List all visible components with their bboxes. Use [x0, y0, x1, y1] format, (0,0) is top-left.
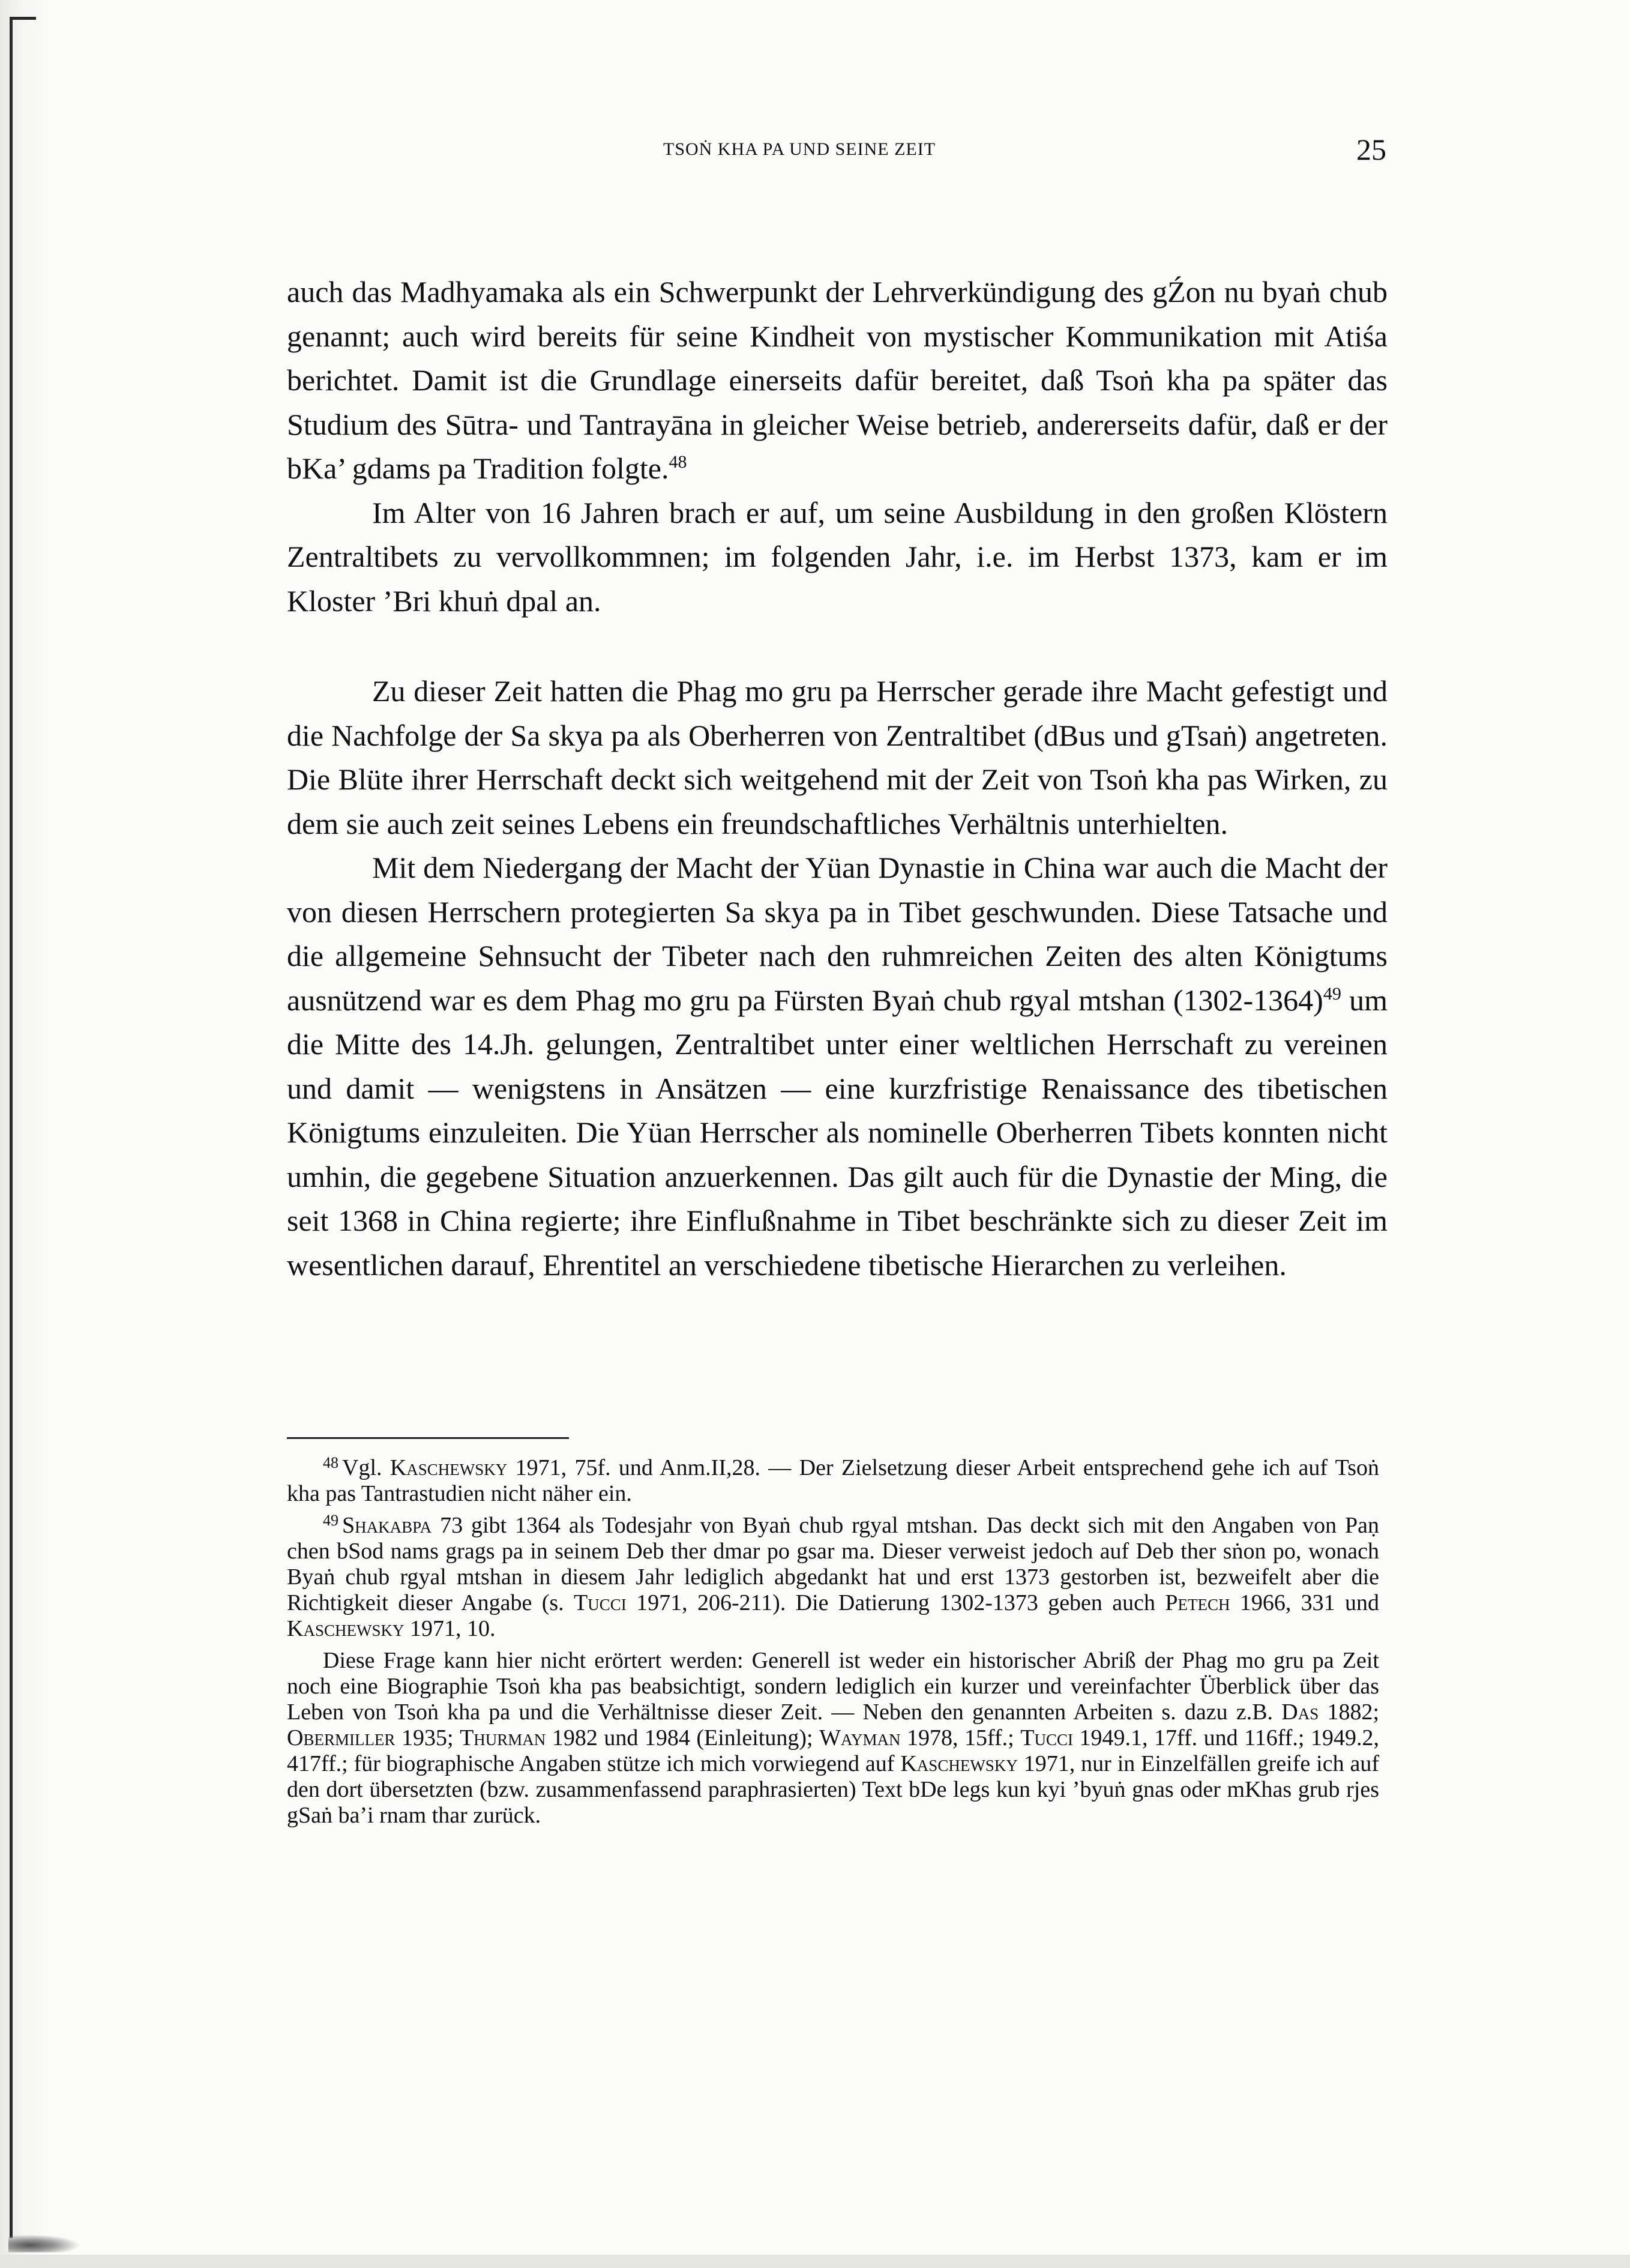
paragraph-2: Im Alter von 16 Jahren brach er auf, um seine Ausbildung in den großen Klöstern Zentraltibets zu vervollkommnen; im folgenden Jahr, i.e. im Herbst 1373, kam er im Kloster ’Bri khuṅ dpal an. [287, 495, 1388, 618]
footnote-48-author: Kaschewsky [389, 1455, 508, 1480]
footnote-49-text-4: 1971, 10. [404, 1616, 496, 1641]
footnote-ref-49[interactable]: 49 [1323, 983, 1341, 1004]
running-header: TSOṄ KHA PA UND SEINE ZEIT [663, 139, 936, 159]
paragraph-1-text: auch das Madhyamaka als ein Schwerpunkt der Lehrverkündigung des gŹon nu byaṅ chub genannt; auch wird bereits für seine Kindheit von mystischer Kommunikation mit Atiśa berichtet. Damit ist die Grundlage einerseits dafür bereitet, daß Tsoṅ kha pa später das Studium des Sūtra- und Tantrayāna in gleicher Weise betrieb, andererseits dafür, daß er der bKa’ gdams pa Tradition folgte. [287, 275, 1388, 485]
footnote-49-mark: 49 [323, 1512, 338, 1529]
footnote-49-author-1: Shakabpa [342, 1513, 432, 1538]
footnote-49c-author-5: Tucci [1020, 1725, 1073, 1751]
footnote-48 [287, 1455, 1379, 1507]
binding-corner-smudge [8, 2234, 80, 2252]
binding-edge-line [10, 17, 13, 2238]
footnote-49c-text-7: 1971, nur in Einzelfällen greife ich auf den dort übersetzten (bzw. zusammenfassend paraphrasierten) Text bDe legs kun kyi ’byuṅ gnas oder mKhas grub rjes gSaṅ ba’i rnam thar zurück. [287, 1751, 1380, 1828]
footnote-49c-text-6: 1949.1, 17ff. und 116ff.; 1949.2, 417ff.; für biographische Angaben stütze ich mich vorwiegend auf [287, 1725, 1379, 1776]
paragraph-4 [287, 846, 1388, 1287]
footnote-separator [287, 1437, 569, 1439]
footnote-48-mark: 48 [323, 1454, 338, 1471]
paragraph-1 [287, 270, 1388, 491]
footnote-49 [287, 1513, 1379, 1642]
footnote-49c-text-1: Diese Frage kann hier nicht erörtert werden: Generell ist weder ein historischer Abriß der Phag mo gru pa Zeit noch eine Biographie Tsoṅ kha pas beabsichtigt, sondern lediglich ein kurzer und vereinfachter Überblick über das Leben von Tsoṅ kha pa und die Verhältnisse dieser Zeit. — Neben den genannten Arbeiten s. dazu z.B. [287, 1648, 1379, 1725]
footnote-48-text: 1971, 75f. und Anm.II,28. — Der Zielsetzung dieser Arbeit entsprechend gehe ich auf Tsoṅ kha pas Tantrastudien nicht näher ein. [287, 1455, 1379, 1506]
footnote-49c-author-2: Obermiller [287, 1725, 395, 1751]
footnote-49c-author-6: Kaschewsky [900, 1751, 1018, 1776]
main-text [287, 270, 1388, 1287]
footnote-49c-text-3: 1935; [395, 1725, 460, 1751]
footnote-49c-author-3: Thurman [460, 1725, 546, 1751]
scan-bottom-edge [0, 2255, 1630, 2268]
page-number: 25 [1356, 133, 1386, 166]
footnote-49-author-2: Tucci [574, 1590, 627, 1615]
footnote-49-continuation [287, 1648, 1379, 1829]
footnote-49c-author-4: Wayman [819, 1725, 901, 1751]
footnote-48-lead: Vgl. [342, 1455, 390, 1480]
footnotes [287, 1455, 1379, 1835]
paragraph-3: Zu dieser Zeit hatten die Phag mo gru pa Herrscher gerade ihre Macht gefestigt und die Nachfolge der Sa skya pa als Oberherren von Zentraltibet (dBus und gTsaṅ) angetreten. Die Blüte ihrer Herrschaft deckt sich weitgehend mit der Zeit von Tsoṅ kha pas Wirken, zu dem sie auch zeit seines Lebens ein freundschaftliches Verhältnis unterhielten. [287, 674, 1388, 840]
footnote-49-text-2: 1971, 206-211). Die Datierung 1302-1373 geben auch [626, 1590, 1165, 1615]
binding-edge-hook [10, 17, 36, 20]
footnote-49c-text-2: 1882; [1319, 1699, 1380, 1725]
paragraph-4-text-b: um die Mitte des 14.Jh. gelungen, Zentraltibet unter einer weltlichen Herrschaft zu vereinen und damit — wenigstens in Ansätzen — eine kurzfristige Renaissance des tibetischen Königtums einzuleiten. Die Yüan Herrscher als nominelle Oberherren Tibets konnten nicht umhin, die gegebene Situation anzuerkennen. Das gilt auch für die Dynastie der Ming, die seit 1368 in China regierte; ihre Einflußnahme in Tibet beschränkte sich zu dieser Zeit im wesentlichen darauf, Ehrentitel an verschiedene tibetische Hierarchen zu verleihen. [287, 983, 1388, 1282]
paragraph-4-text-a: Mit dem Niedergang der Macht der Yüan Dynastie in China war auch die Macht der von diesen Herrschern protegierten Sa skya pa in Tibet geschwunden. Diese Tatsache und die allgemeine Sehnsucht der Tibeter nach den ruhmreichen Zeiten des alten Königtums ausnützend war es dem Phag mo gru pa Fürsten Byaṅ chub rgyal mtshan (1302-1364) [287, 851, 1388, 1017]
footnote-49c-text-5: 1978, 15ff.; [900, 1725, 1021, 1751]
footnote-49-text-3: 1966, 331 und [1230, 1590, 1380, 1615]
footnote-ref-48[interactable]: 48 [669, 452, 687, 472]
binding-shadow [0, 0, 52, 2268]
footnote-49-author-3: Petech [1165, 1590, 1230, 1615]
footnote-49-author-4: Kaschewsky [287, 1616, 404, 1641]
footnote-49c-text-4: 1982 und 1984 (Einleitung); [546, 1725, 820, 1751]
footnote-49-text-1: 73 gibt 1364 als Todesjahr von Byaṅ chub rgyal mtshan. Das deckt sich mit den Angaben von Paṇ chen bSod nams grags pa in seinem Deb ther dmar po gsar ma. Dieser verweist jedoch auf Deb ther sṅon po, wonach Byaṅ chub rgyal mtshan in diesem Jahr lediglich abgedankt hat und erst 1373 gestorben ist, bezweifelt aber die Richtigkeit dieser Angabe (s. [287, 1513, 1379, 1615]
footnote-49c-author-1: Das [1281, 1699, 1319, 1725]
